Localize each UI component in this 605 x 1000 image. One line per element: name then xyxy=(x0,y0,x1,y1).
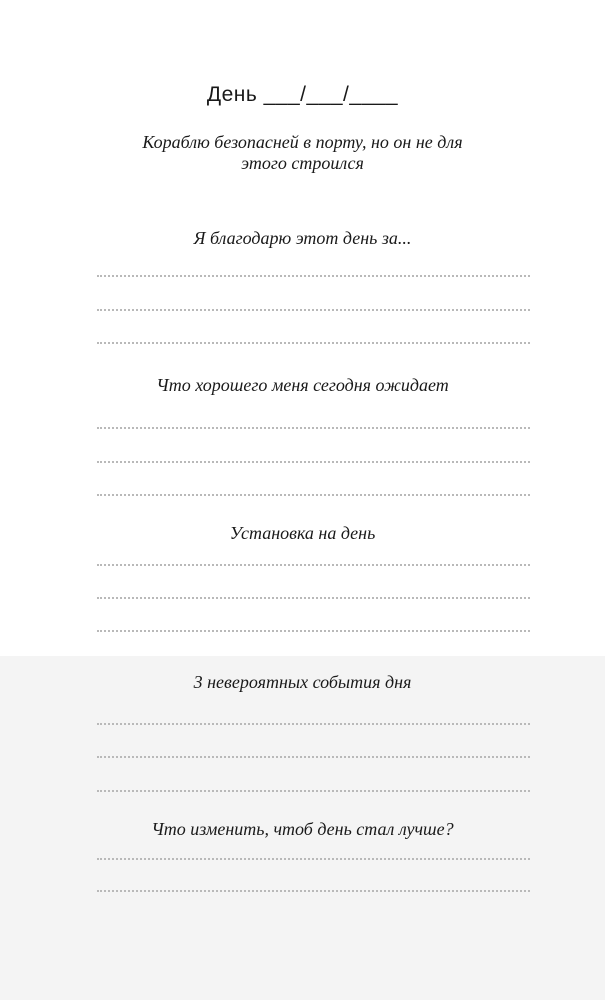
writing-line[interactable] xyxy=(97,630,530,632)
writing-line[interactable] xyxy=(97,564,530,566)
writing-line[interactable] xyxy=(97,790,530,792)
writing-line[interactable] xyxy=(97,461,530,463)
writing-line[interactable] xyxy=(97,309,530,311)
writing-line[interactable] xyxy=(97,756,530,758)
writing-line[interactable] xyxy=(97,342,530,344)
section-title-improvements: Что изменить, чтоб день стал лучше? xyxy=(151,819,454,839)
section-title-gratitude: Я благодарю этот день за... xyxy=(193,228,412,248)
writing-line[interactable] xyxy=(97,275,530,277)
writing-line[interactable] xyxy=(97,890,530,892)
writing-line[interactable] xyxy=(97,858,530,860)
writing-line[interactable] xyxy=(97,723,530,725)
writing-line[interactable] xyxy=(97,494,530,496)
writing-line[interactable] xyxy=(97,597,530,599)
writing-line[interactable] xyxy=(97,427,530,429)
section-title-expectations: Что хорошего меня сегодня ожидает xyxy=(156,375,449,395)
section-title-daily-setting: Установка на день xyxy=(229,523,376,543)
daily-quote: Кораблю безопасней в порту, но он не для этого строился xyxy=(142,132,463,173)
date-field[interactable]: День ___/___/____ xyxy=(206,83,399,106)
section-title-amazing-events: 3 невероятных события дня xyxy=(193,672,412,692)
